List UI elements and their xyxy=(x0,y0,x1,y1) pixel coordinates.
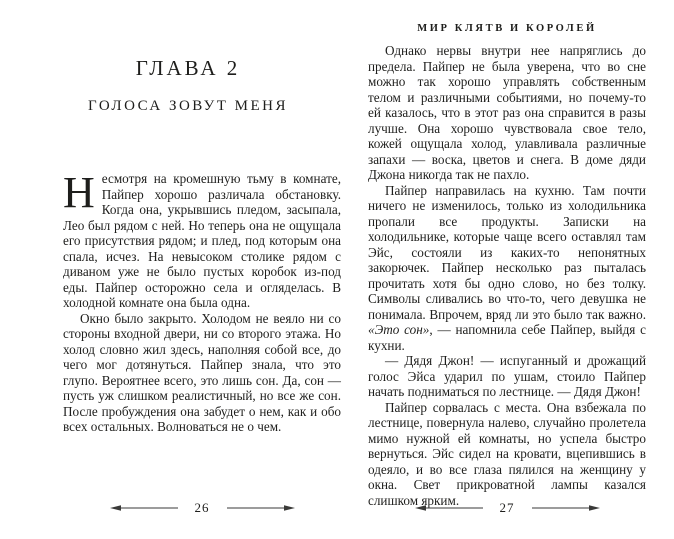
chapter-subtitle: ГОЛОСА ЗОВУТ МЕНЯ xyxy=(88,98,288,114)
paragraph: Однако нервы внутри нее напряглись до предела. Пайпер не была уверена, что во сне можно так хорошо управлять собственным телом и различными событиями, но почему-то ей казалось, что в этот раз она справится в разы лучше. Она хорошо чувствовала свое тело, кожей ощущала холод, улавливала различные запахи — воска, цветов и снега. В доме дяди Джона никогда так не пахло. xyxy=(368,43,646,182)
page-number: 26 xyxy=(194,500,210,515)
drop-cap-letter: Н xyxy=(63,168,95,217)
italic-phrase: «Это сон» xyxy=(368,322,430,337)
paragraph: Окно было закрыто. Холодом не веяло ни со стороны входной двери, ни со второго этажа. Но холод словно жил здесь, наполняя собой все, до чего мог дотянуться. Пайпер знала, что это глупо. Вероятнее всего, это лишь сон. Да, сон — пусть уж слишком реалистичный, но все же сон. После пробуждения она забудет о нем, как и обо всех остальных. Волноваться не о чем. xyxy=(63,310,341,434)
page-left xyxy=(63,0,341,539)
left-page-text xyxy=(63,168,341,435)
paragraph: Пайпер сорвалась с места. Она взбежала по лестнице, повернула налево, случайно пролетела мимо нужной ей комнаты, но успела быстро вернуться. Эйс сидел на кровати, вцепившись в одеяло, и во все глаза пялился на женщину у окна. Свет прикроватной лампы казался слишком ярким. xyxy=(368,399,646,508)
page-right xyxy=(368,0,646,539)
paragraph xyxy=(63,168,341,311)
chapter-heading xyxy=(63,56,341,115)
left-page-footer xyxy=(63,500,341,516)
right-page-text xyxy=(368,43,646,508)
paragraph-text: есмотря на кромешную тьму в комнате, Пайпер хорошо различала обстановку. Когда она, укрывшись пледом, засыпала, Лео был рядом с ней. Но теперь она не ощущала его присутствия рядом; и плед, под которым она спала, исчез. На невысоком столике рядом с диваном уже не было пустых коробок из-под еды. Пайпер осторожно села и огляделась. В холодной комнате она была одна. xyxy=(63,171,341,310)
page-ornament-arrow-right-icon xyxy=(227,504,295,512)
paragraph-text: , — напомнила себе Пайпер, выйдя с кухни. xyxy=(368,322,646,353)
paragraph: — Дядя Джон! — испуганный и дрожащий голос Эйса ударил по ушам, стоило Пайпер начать подниматься по лестнице. — Дядя Джон! xyxy=(368,353,646,399)
page-ornament-arrow-left-icon xyxy=(110,504,178,512)
paragraph xyxy=(368,183,646,354)
running-header: МИР КЛЯТВ И КОРОЛЕЙ xyxy=(417,23,597,34)
page-ornament-arrow-left-icon xyxy=(415,504,483,512)
page-ornament-arrow-right-icon xyxy=(532,504,600,512)
paragraph-text: Пайпер направилась на кухню. Там почти ничего не изменилось, только из холодильника пропали все продукты. Записки на холодильнике, которые чаще всего оставлял там Эйс, состояли из каких-то непонятных закорючек. Пайпер несколько раз пыталась прочитать хотя бы одно слово, но без толку. Символы сливались во что-то, чего девушка не понимала. Впрочем, вряд ли это было так важно. xyxy=(368,182,646,322)
page-number: 27 xyxy=(499,500,515,515)
right-page-footer xyxy=(368,500,646,516)
chapter-title: ГЛАВА 2 xyxy=(135,56,241,80)
